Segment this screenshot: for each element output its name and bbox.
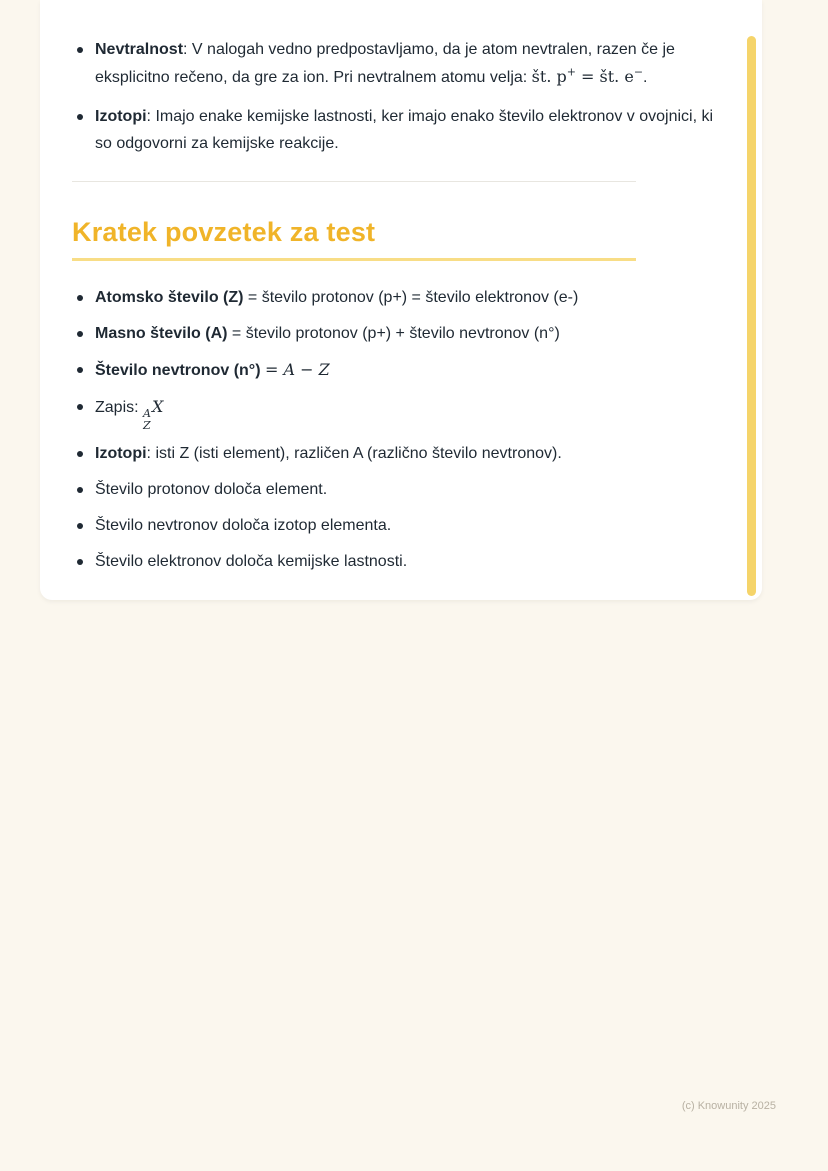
math-expression (532, 67, 643, 86)
list-item-nevtroni (72, 513, 720, 539)
item-text: . (643, 69, 648, 86)
math-equals: = (264, 360, 284, 379)
isotope-notation-scripts (143, 408, 151, 431)
copyright-footer: (c) Knowunity 2025 (681, 1100, 776, 1112)
summary-bullet-list (72, 285, 720, 575)
list-item-elektroni (72, 549, 720, 575)
math-equals: = (575, 67, 600, 86)
list-item-izotopi (72, 103, 720, 157)
section-divider (72, 181, 636, 182)
notation-superscript: A (143, 407, 151, 420)
term-bold: Število nevtronov (n°) (95, 362, 261, 379)
term-bold: Izotopi (95, 108, 147, 125)
list-item-atomsko-stevilo (72, 285, 720, 311)
list-item-izotopi-summary (72, 441, 720, 467)
document-content (72, 36, 720, 575)
math-base: št. p (531, 67, 567, 86)
item-text: Število elektronov določa kemijske lastnosti. (95, 553, 408, 571)
math-superscript: + (566, 65, 576, 79)
notation-symbol: X (151, 397, 164, 416)
math-base: št. e (599, 67, 634, 86)
item-text: : V nalogah vedno predpostavljamo, da je atom nevtralen, razen če je eksplicitno rečeno, da gre za ion. Pri nevtralnem atomu velja: (95, 41, 675, 86)
notation-subscript: Z (143, 418, 151, 432)
item-text: Število protonov določa element. (95, 481, 328, 499)
content-card (40, 0, 762, 600)
term-bold: Izotopi (95, 445, 147, 463)
item-text: = število protonov (p+) + število nevtronov (n°) (227, 325, 560, 342)
item-text: Število nevtronov določa izotop elementa. (95, 517, 392, 535)
term-bold: Nevtralnost (95, 41, 184, 58)
item-text: Zapis: (95, 399, 144, 416)
item-text: : isti Z (isti element), različen A (različno število nevtronov). (146, 445, 562, 463)
term-bold: Masno število (A) (95, 325, 228, 342)
list-item-zapis (72, 394, 720, 431)
list-item-nevtralnost (72, 36, 720, 91)
list-item-masno-stevilo (72, 321, 720, 347)
item-text: : Imajo enake kemijske lastnosti, ker imajo enako število elektronov v ovojnici, ki so odgovorni za kemijske reakcije. (95, 108, 714, 152)
list-item-protoni (72, 477, 720, 503)
accent-stripe (747, 36, 756, 596)
list-item-stevilo-nevtronov (72, 357, 720, 384)
math-superscript: − (633, 65, 644, 79)
section-title: Kratek povzetek za test (72, 216, 636, 261)
term-bold: Atomsko število (Z) (95, 289, 244, 306)
math-expression: A − Z (283, 360, 330, 379)
item-text: = število protonov (p+) = število elektronov (e-) (243, 289, 579, 306)
intro-bullet-list (72, 36, 720, 157)
